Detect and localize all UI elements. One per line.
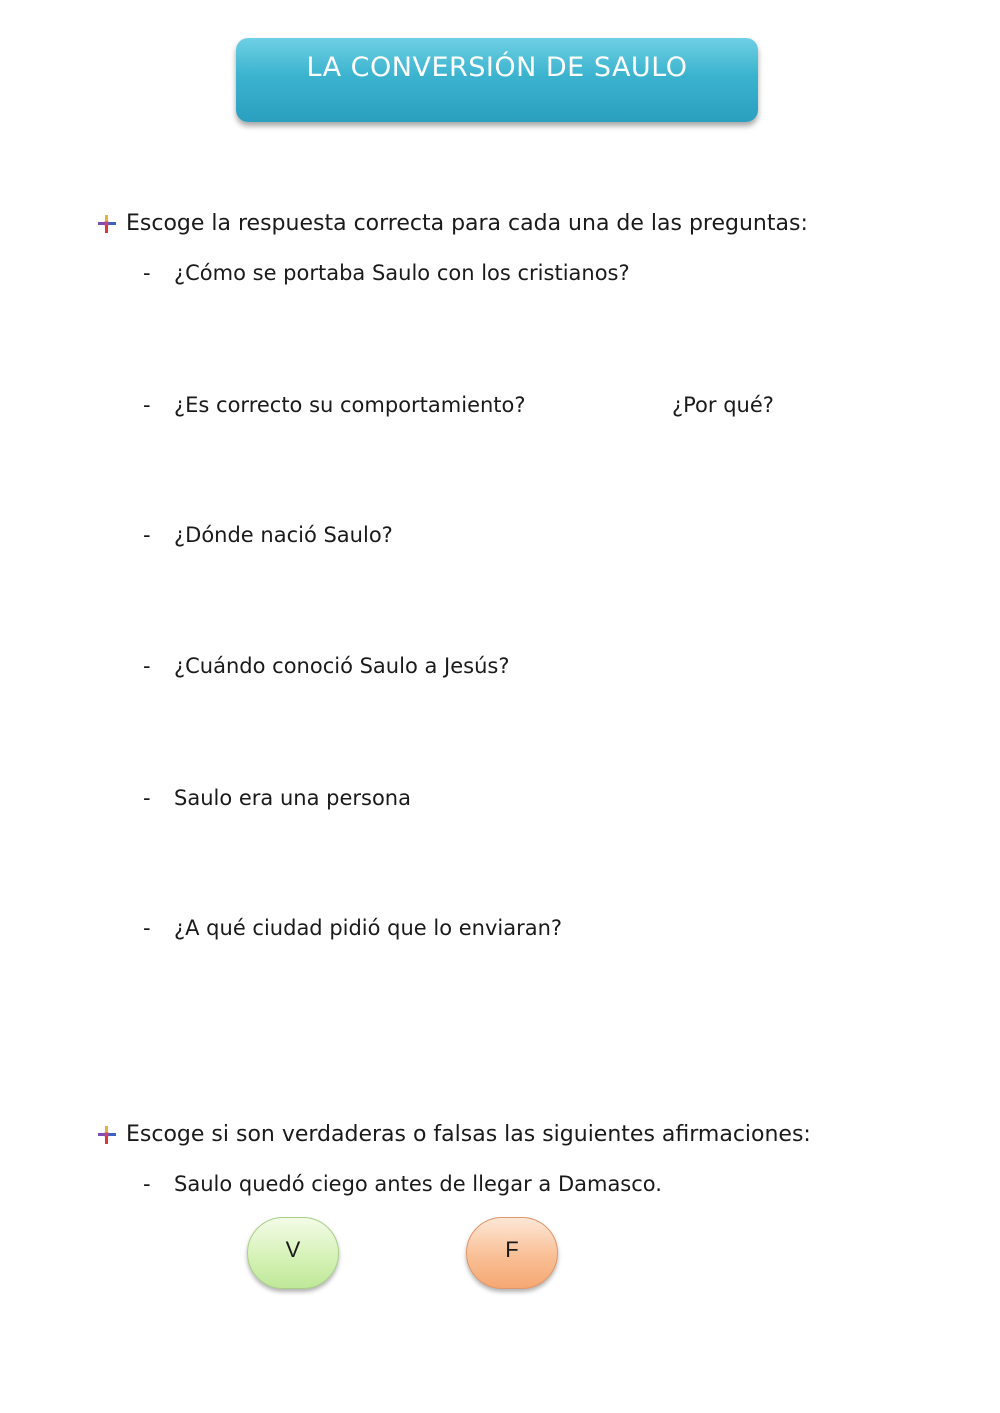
question-item [143, 391, 526, 419]
dash-marker: - [143, 261, 151, 285]
dash-marker: - [143, 654, 151, 678]
question-text: ¿A qué ciudad pidió que lo enviaran? [174, 916, 563, 940]
instruction-text: Escoge la respuesta correcta para cada una de las preguntas: [126, 211, 808, 236]
instruction-multiple-choice [96, 210, 808, 238]
true-button[interactable]: V [247, 1217, 339, 1289]
question-item [143, 784, 411, 812]
question-followup: ¿Por qué? [672, 393, 774, 417]
instruction-text: Escoge si son verdaderas o falsas las siguientes afirmaciones: [126, 1122, 811, 1147]
four-color-cross-bullet-icon [96, 1124, 118, 1146]
question-text: ¿Cuándo conoció Saulo a Jesús? [174, 654, 510, 678]
dash-marker: - [143, 916, 151, 940]
page-title: LA CONVERSIÓN DE SAULO [306, 52, 688, 83]
question-text: ¿Dónde nació Saulo? [174, 523, 393, 547]
false-button[interactable]: F [466, 1217, 558, 1289]
question-text: ¿Es correcto su comportamiento? [174, 393, 526, 417]
question-text: Saulo era una persona [174, 786, 411, 810]
question-item [143, 521, 393, 549]
four-color-cross-bullet-icon [96, 213, 118, 235]
question-item [143, 259, 630, 287]
title-banner [236, 38, 758, 122]
question-item [143, 914, 562, 942]
dash-marker: - [143, 1172, 151, 1196]
question-item [143, 652, 509, 680]
question-text: ¿Cómo se portaba Saulo con los cristianos? [174, 261, 630, 285]
statement-text: Saulo quedó ciego antes de llegar a Damasco. [174, 1172, 662, 1196]
statement-item [143, 1170, 662, 1198]
dash-marker: - [143, 786, 151, 810]
instruction-true-false [96, 1121, 811, 1149]
dash-marker: - [143, 523, 151, 547]
dash-marker: - [143, 393, 151, 417]
